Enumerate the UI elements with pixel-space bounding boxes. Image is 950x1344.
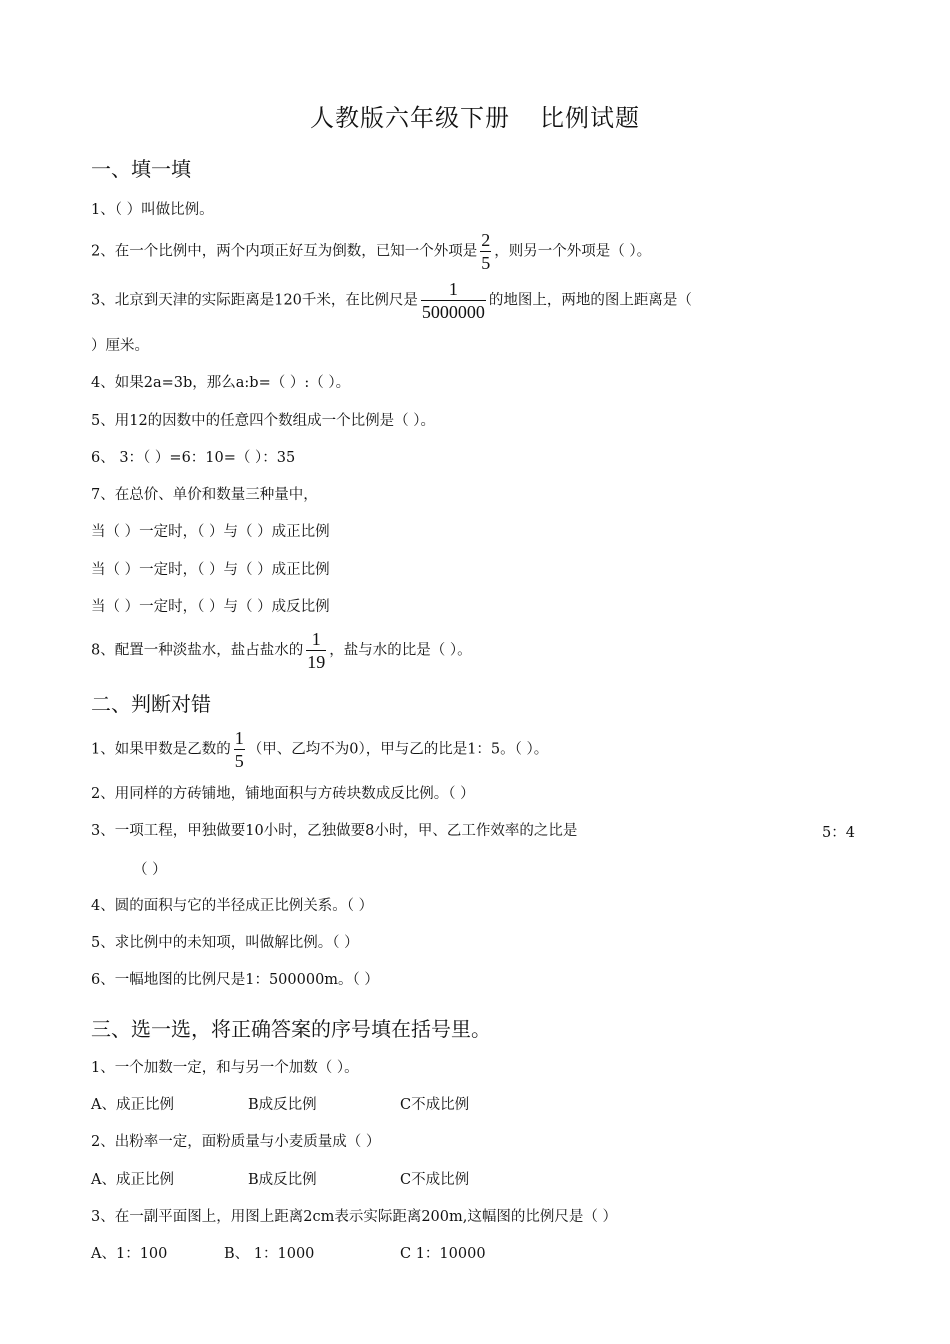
s1-question-3 <box>91 278 692 323</box>
s1-question-2 <box>91 229 651 274</box>
s1-question-7c: 当（ ）一定时，（ ）与（ ）成反比例 <box>91 599 330 615</box>
s2-q3-answer-paren: （ ） <box>133 862 167 878</box>
fraction-denominator: 5 <box>234 751 244 771</box>
s1-q2-text-after: ，则另一个外项是（ ）。 <box>494 243 652 260</box>
option-a: A、1：100 <box>91 1246 168 1262</box>
s3-q1-options <box>91 1095 469 1115</box>
s1-question-7a: 当（ ）一定时，（ ）与（ ）成正比例 <box>91 524 330 540</box>
s1-question-7: 7、在总价、单价和数量三种量中， <box>91 487 318 503</box>
s1-q3-text: 3、北京到天津的实际距离是120千米，在比例尺是 <box>91 292 418 309</box>
section3-heading: 三、选一选，将正确答案的序号填在括号里。 <box>91 1017 491 1041</box>
fraction-numerator: 1 <box>448 279 458 299</box>
s1-q8-text-after: ，盐与水的比是（ ）。 <box>329 642 472 659</box>
s1-question-1: 1、（ ）叫做比例。 <box>91 202 214 218</box>
s1-question-5: 5、用12的因数中的任意四个数组成一个比例是（ ）。 <box>91 413 436 429</box>
s1-question-8 <box>91 628 472 673</box>
option-b: B、 1：1000 <box>224 1246 315 1262</box>
s2-question-5: 5、求比例中的未知项，叫做解比例。（ ） <box>91 935 359 951</box>
s2-question-3: 3、一项工程，甲独做要10小时，乙独做要8小时，甲、乙工作效率的之比是 <box>91 823 578 839</box>
section1-heading: 一、填一填 <box>91 157 191 181</box>
fraction-numerator: 2 <box>481 230 491 250</box>
s1-question-4: 4、如果2a=3b，那么a:b=（ ）:（ ）。 <box>91 375 351 391</box>
s2-q3-ratio: 5：4 <box>822 825 855 841</box>
s2-question-6: 6、一幅地图的比例尺是1：500000m。（ ） <box>91 972 379 988</box>
s1-q2-text: 2、在一个比例中，两个内项正好互为倒数，已知一个外项是 <box>91 243 478 260</box>
fraction-scale <box>421 278 486 323</box>
option-b: B成反比例 <box>248 1172 317 1188</box>
s2-q1-text: 1、如果甲数是乙数的 <box>91 741 231 758</box>
s3-q2-options <box>91 1170 469 1190</box>
option-c: C 1：10000 <box>400 1246 486 1262</box>
option-a: A、成正比例 <box>91 1097 174 1113</box>
s2-q1-text-after: （甲、乙均不为0），甲与乙的比是1：5。（ ）。 <box>247 741 549 758</box>
s3-question-3: 3、在一副平面图上，用图上距离2cm表示实际距离200m,这幅图的比例尺是（ ） <box>91 1209 617 1225</box>
fraction-denominator: 5000000 <box>421 302 485 322</box>
s2-question-2: 2、用同样的方砖铺地，铺地面积与方砖块数成反比例。（ ） <box>91 786 475 802</box>
option-c: C不成比例 <box>400 1097 470 1113</box>
page-title <box>0 98 950 133</box>
s1-q3-text-after: 的地图上，两地的图上距离是（ <box>488 292 692 309</box>
title-main: 人教版六年级下册 <box>310 104 510 132</box>
fraction-numerator: 1 <box>234 728 244 748</box>
s1-question-3-cont: ）厘米。 <box>91 338 149 354</box>
s2-question-1 <box>91 727 548 772</box>
s2-question-4: 4、圆的面积与它的半径成正比例关系。（ ） <box>91 898 374 914</box>
fraction-2-5 <box>480 229 491 274</box>
s1-question-7b: 当（ ）一定时，（ ）与（ ）成正比例 <box>91 562 330 578</box>
option-c: C不成比例 <box>400 1172 470 1188</box>
title-sub: 比例试题 <box>540 104 640 132</box>
s3-question-1: 1、一个加数一定，和与另一个加数（ ）。 <box>91 1060 359 1076</box>
option-b: B成反比例 <box>248 1097 317 1113</box>
fraction-1-19 <box>306 628 326 673</box>
fraction-numerator: 1 <box>311 629 321 649</box>
fraction-denominator: 19 <box>307 652 326 672</box>
s1-question-6: 6、 3：（ ）=6：10=（ ）：35 <box>91 450 296 466</box>
s3-q3-options <box>91 1244 486 1264</box>
fraction-denominator: 5 <box>481 253 491 273</box>
fraction-1-5 <box>234 727 245 772</box>
section2-heading: 二、判断对错 <box>91 692 211 716</box>
s3-question-2: 2、出粉率一定，面粉质量与小麦质量成（ ） <box>91 1134 381 1150</box>
option-a: A、成正比例 <box>91 1172 174 1188</box>
s1-q8-text: 8、配置一种淡盐水，盐占盐水的 <box>91 642 304 659</box>
